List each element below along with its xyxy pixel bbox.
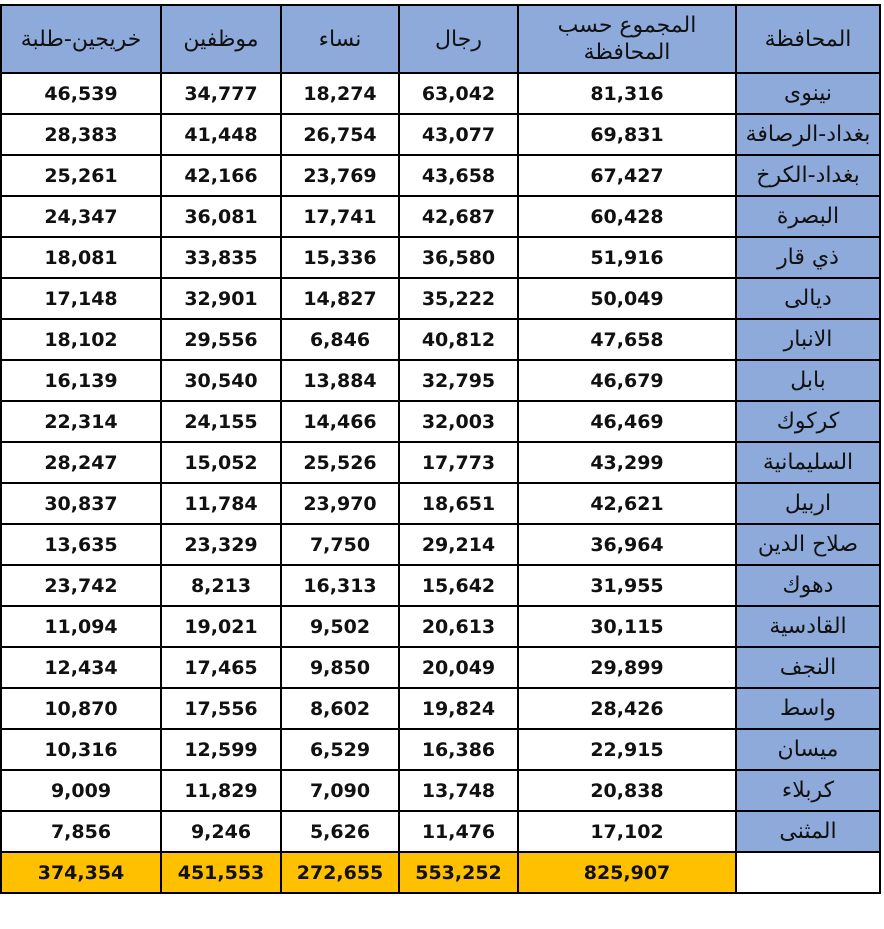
women-cell: 5,626 — [281, 811, 399, 852]
employees-cell: 8,213 — [161, 565, 281, 606]
employees-cell: 33,835 — [161, 237, 281, 278]
total-cell: 28,426 — [518, 688, 736, 729]
men-cell: 15,642 — [399, 565, 518, 606]
grand-total-cell: 825,907 — [518, 852, 736, 893]
employees-cell: 30,540 — [161, 360, 281, 401]
total-cell: 20,838 — [518, 770, 736, 811]
men-cell: 42,687 — [399, 196, 518, 237]
table-row — [1, 565, 880, 606]
employees-cell: 17,556 — [161, 688, 281, 729]
totals-empty-cell — [736, 852, 880, 893]
total-cell: 30,115 — [518, 606, 736, 647]
graduates-cell: 25,261 — [1, 155, 161, 196]
governorate-cell: بغداد-الكرخ — [736, 155, 880, 196]
employees-cell: 11,829 — [161, 770, 281, 811]
employees-cell: 29,556 — [161, 319, 281, 360]
men-cell: 16,386 — [399, 729, 518, 770]
governorate-cell: البصرة — [736, 196, 880, 237]
governorate-cell: كركوك — [736, 401, 880, 442]
graduates-cell: 10,870 — [1, 688, 161, 729]
employees-cell: 17,465 — [161, 647, 281, 688]
employees-cell: 15,052 — [161, 442, 281, 483]
table-row — [1, 811, 880, 852]
governorate-cell: نينوى — [736, 73, 880, 114]
column-header-women: نساء — [281, 5, 399, 73]
totals-row — [1, 852, 880, 893]
employees-cell: 19,021 — [161, 606, 281, 647]
graduates-cell: 13,635 — [1, 524, 161, 565]
data-rows — [1, 73, 880, 852]
women-cell: 18,274 — [281, 73, 399, 114]
governorate-statistics-table — [0, 4, 881, 894]
employees-cell: 9,246 — [161, 811, 281, 852]
women-cell: 26,754 — [281, 114, 399, 155]
governorate-cell: اربيل — [736, 483, 880, 524]
governorate-cell: ديالى — [736, 278, 880, 319]
men-cell: 35,222 — [399, 278, 518, 319]
column-header-employees: موظفين — [161, 5, 281, 73]
graduates-cell: 23,742 — [1, 565, 161, 606]
table-row — [1, 155, 880, 196]
total-cell: 46,679 — [518, 360, 736, 401]
table-row — [1, 688, 880, 729]
graduates-cell: 30,837 — [1, 483, 161, 524]
total-cell: 17,102 — [518, 811, 736, 852]
employees-cell: 41,448 — [161, 114, 281, 155]
total-cell: 51,916 — [518, 237, 736, 278]
women-cell: 14,827 — [281, 278, 399, 319]
total-cell: 36,964 — [518, 524, 736, 565]
total-cell: 67,427 — [518, 155, 736, 196]
governorate-cell: بابل — [736, 360, 880, 401]
men-cell: 17,773 — [399, 442, 518, 483]
graduates-cell: 17,148 — [1, 278, 161, 319]
men-cell: 63,042 — [399, 73, 518, 114]
employees-cell: 34,777 — [161, 73, 281, 114]
graduates-cell: 12,434 — [1, 647, 161, 688]
header-row — [1, 5, 880, 73]
women-cell: 16,313 — [281, 565, 399, 606]
women-cell: 7,750 — [281, 524, 399, 565]
graduates-cell: 18,102 — [1, 319, 161, 360]
governorate-cell: الانبار — [736, 319, 880, 360]
men-cell: 20,613 — [399, 606, 518, 647]
men-cell: 20,049 — [399, 647, 518, 688]
table-row — [1, 442, 880, 483]
total-cell: 22,915 — [518, 729, 736, 770]
column-header-men: رجال — [399, 5, 518, 73]
table-row — [1, 196, 880, 237]
governorate-cell: صلاح الدين — [736, 524, 880, 565]
total-cell: 50,049 — [518, 278, 736, 319]
graduates-cell: 9,009 — [1, 770, 161, 811]
table-row — [1, 401, 880, 442]
women-cell: 23,769 — [281, 155, 399, 196]
employees-cell: 36,081 — [161, 196, 281, 237]
men-cell: 18,651 — [399, 483, 518, 524]
graduates-cell: 10,316 — [1, 729, 161, 770]
women-cell: 9,502 — [281, 606, 399, 647]
men-cell: 13,748 — [399, 770, 518, 811]
graduates-cell: 22,314 — [1, 401, 161, 442]
employees-cell: 23,329 — [161, 524, 281, 565]
table-row — [1, 237, 880, 278]
total-cell: 69,831 — [518, 114, 736, 155]
employees-cell: 12,599 — [161, 729, 281, 770]
governorate-cell: المثنى — [736, 811, 880, 852]
total-graduates-cell: 374,354 — [1, 852, 161, 893]
men-cell: 32,795 — [399, 360, 518, 401]
graduates-cell: 28,383 — [1, 114, 161, 155]
graduates-cell: 28,247 — [1, 442, 161, 483]
total-men-cell: 553,252 — [399, 852, 518, 893]
governorate-cell: بغداد-الرصافة — [736, 114, 880, 155]
total-cell: 31,955 — [518, 565, 736, 606]
governorate-cell: النجف — [736, 647, 880, 688]
graduates-cell: 18,081 — [1, 237, 161, 278]
table-row — [1, 319, 880, 360]
employees-cell: 32,901 — [161, 278, 281, 319]
table-row — [1, 483, 880, 524]
women-cell: 6,846 — [281, 319, 399, 360]
employees-cell: 24,155 — [161, 401, 281, 442]
graduates-cell: 11,094 — [1, 606, 161, 647]
table-row — [1, 524, 880, 565]
table-row — [1, 278, 880, 319]
total-employees-cell: 451,553 — [161, 852, 281, 893]
total-cell: 29,899 — [518, 647, 736, 688]
graduates-cell: 46,539 — [1, 73, 161, 114]
governorate-cell: دهوك — [736, 565, 880, 606]
graduates-cell: 7,856 — [1, 811, 161, 852]
total-women-cell: 272,655 — [281, 852, 399, 893]
table-row — [1, 360, 880, 401]
column-header-governorate: المحافظة — [736, 5, 880, 73]
table-row — [1, 606, 880, 647]
men-cell: 32,003 — [399, 401, 518, 442]
men-cell: 11,476 — [399, 811, 518, 852]
total-cell: 47,658 — [518, 319, 736, 360]
governorate-cell: واسط — [736, 688, 880, 729]
governorate-cell: القادسية — [736, 606, 880, 647]
women-cell: 9,850 — [281, 647, 399, 688]
table-row — [1, 114, 880, 155]
graduates-cell: 24,347 — [1, 196, 161, 237]
total-cell: 81,316 — [518, 73, 736, 114]
men-cell: 43,658 — [399, 155, 518, 196]
graduates-cell: 16,139 — [1, 360, 161, 401]
total-cell: 60,428 — [518, 196, 736, 237]
column-header-total: المجموع حسب المحافظة — [518, 5, 736, 73]
women-cell: 13,884 — [281, 360, 399, 401]
employees-cell: 42,166 — [161, 155, 281, 196]
governorate-cell: ميسان — [736, 729, 880, 770]
total-cell: 43,299 — [518, 442, 736, 483]
women-cell: 15,336 — [281, 237, 399, 278]
men-cell: 40,812 — [399, 319, 518, 360]
men-cell: 29,214 — [399, 524, 518, 565]
table-row — [1, 73, 880, 114]
column-header-graduates: خريجين-طلبة — [1, 5, 161, 73]
women-cell: 14,466 — [281, 401, 399, 442]
governorate-cell: السليمانية — [736, 442, 880, 483]
men-cell: 43,077 — [399, 114, 518, 155]
women-cell: 23,970 — [281, 483, 399, 524]
total-cell: 42,621 — [518, 483, 736, 524]
women-cell: 7,090 — [281, 770, 399, 811]
women-cell: 17,741 — [281, 196, 399, 237]
table-row — [1, 647, 880, 688]
employees-cell: 11,784 — [161, 483, 281, 524]
women-cell: 6,529 — [281, 729, 399, 770]
total-cell: 46,469 — [518, 401, 736, 442]
women-cell: 8,602 — [281, 688, 399, 729]
men-cell: 36,580 — [399, 237, 518, 278]
table-row — [1, 729, 880, 770]
men-cell: 19,824 — [399, 688, 518, 729]
governorate-cell: كربلاء — [736, 770, 880, 811]
table-row — [1, 770, 880, 811]
women-cell: 25,526 — [281, 442, 399, 483]
governorate-cell: ذي قار — [736, 237, 880, 278]
